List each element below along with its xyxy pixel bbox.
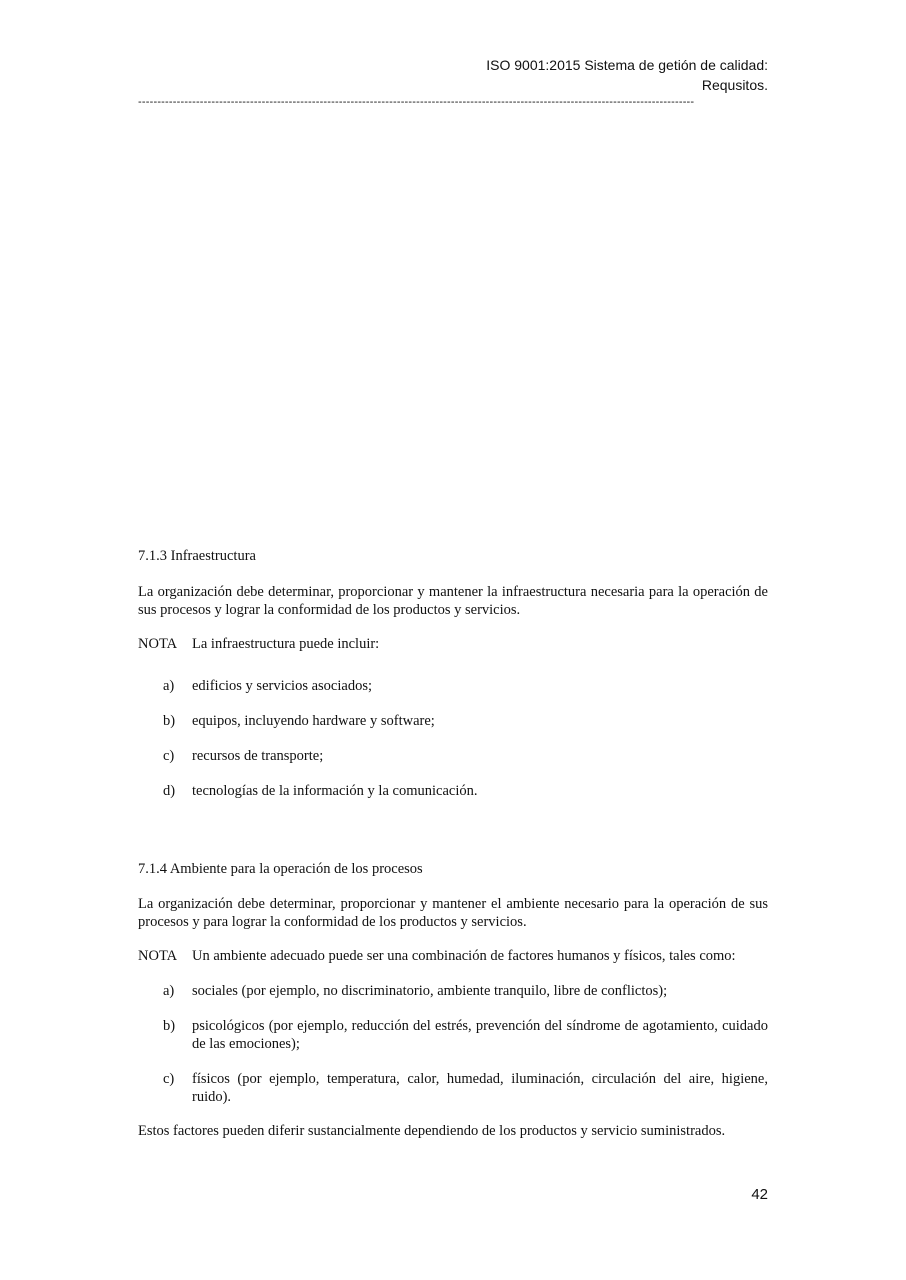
section-heading-713: 7.1.3 Infraestructura — [138, 548, 256, 564]
list-text: edificios y servicios asociados; — [192, 678, 372, 694]
list-text: tecnologías de la información y la comunicación. — [192, 783, 478, 799]
list-item — [163, 1070, 768, 1106]
list-item — [163, 677, 768, 695]
list-text: sociales (por ejemplo, no discriminatorio, ambiente tranquilo, libre de conflictos); — [192, 983, 668, 999]
note-label: NOTA — [138, 948, 178, 964]
list-item — [163, 747, 768, 765]
list-text: equipos, incluyendo hardware y software; — [192, 713, 435, 729]
header-title-line2: Requsitos. — [701, 77, 768, 93]
note-label: NOTA — [138, 636, 178, 652]
section-heading-714: 7.1.4 Ambiente para la operación de los procesos — [138, 861, 423, 877]
note-714 — [138, 947, 768, 965]
list-marker: c) — [163, 748, 175, 764]
list-text: físicos (por ejemplo, temperatura, calor, humedad, iluminación, circulación del aire, higiene, ruido). — [192, 1071, 768, 1105]
section-paragraph-714: La organización debe determinar, proporcionar y mantener el ambiente necesario para la operación de sus procesos y para lograr la conformidad de los productos y servicios. — [138, 896, 768, 930]
note-text: La infraestructura puede incluir: — [192, 636, 380, 652]
section-paragraph-713: La organización debe determinar, proporcionar y mantener la infraestructura necesaria para la operación de sus procesos y lograr la conformidad de los productos y servicios. — [138, 584, 768, 618]
list-text: recursos de transporte; — [192, 748, 324, 764]
list-marker: a) — [163, 678, 175, 694]
list-marker: b) — [163, 1018, 176, 1034]
list-marker: b) — [163, 713, 176, 729]
list-marker: d) — [163, 783, 176, 799]
header-rule: ------------------------------------------------------------------------------------------------------------------------------------------------ — [138, 96, 695, 108]
list-item — [163, 1017, 768, 1053]
list-item — [163, 982, 768, 1000]
list-item — [163, 712, 768, 730]
list-text: psicológicos (por ejemplo, reducción del estrés, prevención del síndrome de agotamiento, cuidado de las emociones); — [192, 1018, 768, 1052]
closing-paragraph: Estos factores pueden diferir sustancialmente dependiendo de los productos y servicio suministrados. — [138, 1123, 726, 1139]
list-marker: c) — [163, 1071, 175, 1087]
header-title-line1: ISO 9001:2015 Sistema de getión de calidad: — [486, 57, 768, 73]
page-header — [138, 55, 768, 95]
page-number: 42 — [751, 1186, 768, 1203]
list-item — [163, 782, 768, 800]
note-713 — [138, 635, 768, 653]
list-marker: a) — [163, 983, 175, 999]
note-text: Un ambiente adecuado puede ser una combinación de factores humanos y físicos, tales como: — [192, 948, 736, 964]
